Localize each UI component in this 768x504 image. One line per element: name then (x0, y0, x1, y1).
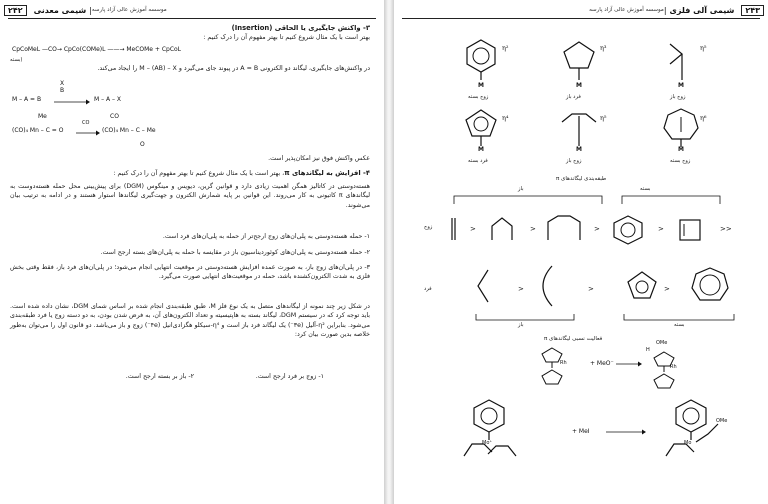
greater-than: > (588, 285, 594, 293)
row2-label: فرد (424, 286, 432, 292)
eq3-arrow-label: CO (82, 120, 90, 126)
row2-brackets (474, 312, 744, 326)
ligand-caption: زوج بسته (468, 94, 489, 100)
metal-label: M (678, 82, 684, 89)
eq3-co-top: CO (110, 113, 119, 120)
row1-label: زوج (424, 224, 433, 230)
header-separator: | (89, 5, 92, 15)
ligand-cyclopentadienyl-structure (554, 36, 604, 86)
rxn1-product-h: H (646, 347, 650, 353)
metal-label: M (576, 82, 582, 89)
rxn1-metal-a: Rh (560, 360, 567, 366)
section-4-heading: ۴- افزایش به لیگاندهای π (284, 169, 370, 177)
row2-molecules (474, 262, 744, 312)
running-title: شیمی آلی فلزی (669, 5, 735, 15)
ligand-caption: فرد بسته (468, 158, 488, 164)
rxn2-reactant-structure (454, 396, 524, 466)
rxn1-arrow (616, 360, 642, 368)
header-separator: | (663, 5, 667, 15)
right-page (394, 0, 768, 504)
greater-than: > (470, 225, 476, 233)
eta-label: η⁵ (600, 114, 607, 122)
row1-brackets (452, 190, 722, 206)
rxn2-metal-b: Mo (684, 440, 692, 446)
page-number: ۲۴۳ (741, 5, 764, 16)
ligand-caption: زوج بسته (670, 158, 691, 164)
rxn1-reactant-structure (532, 344, 572, 388)
eta-label: η⁶ (700, 114, 707, 122)
eq3-o: O (140, 141, 145, 148)
metal-label: M (576, 146, 582, 153)
eta-label: η² (502, 44, 509, 52)
greater-than: > (530, 225, 536, 233)
rxn2-reagent: + MeI (572, 428, 590, 435)
page-number: ۲۴۲ (4, 5, 27, 16)
eq3-me: Me (38, 113, 47, 120)
eq2-x: X (60, 80, 65, 87)
metal-label: M (478, 146, 484, 153)
ligand-caption: زوج باز (670, 94, 686, 100)
figure-caption: طبقه‌بندی لیگاندهای π (556, 176, 607, 182)
rule-3: ۳- در پلی‌ان‌های زوج باز، به صورت عمده افزایش هسته‌دوستی در موقعیت انتهایی انجام می‌شود؛ در پلی‌ان‌های فرد باز، فقط وقتی بخش فلزی به شدت الکترون‌کشنده باشد، حمله در موقعیت‌های انتهایی صورت می‌گیرد. (10, 264, 370, 281)
greater-than: > (658, 225, 664, 233)
much-greater-than: >> (720, 225, 732, 233)
eq2-left: M – A = B (12, 96, 42, 103)
section-3-text: در واکنش‌های جایگیری، لیگاند دو الکترونی A = B در پیوند جای می‌گیرد و M – (AB) – X را ایجاد می‌کند. (97, 65, 370, 72)
reactivity-caption: فعالیت نسبی لیگاندهای π (544, 336, 603, 342)
ligand-caption: زوج باز (566, 158, 582, 164)
greater-than: > (664, 285, 670, 293)
eq2-arrow (54, 98, 90, 106)
header-rule (402, 18, 760, 19)
eq2-b: B (60, 87, 65, 94)
summary-rule-a: ۱- زوج بر فرد ارجح است. (255, 373, 324, 380)
rxn1-metal-b: Rh (670, 364, 677, 370)
section-4-paragraph: هسته‌دوستی در کاتالیز همگن اهمیت زیادی دارد و قوانین گرین، دیویس و مینگوس (DGM) برای پیش‌بینی محل حمله هسته‌دوست به لیگاندهای π کاتیونی به کار می‌روند. این قوانین بر پایه شمارش الکترون و جهت‌گیری لیگاندها استوار هستند و در ادامه به ترتیب بیان می‌شوند. (10, 183, 371, 209)
equation-1: CpCoMeL —CO→ CpCo(COMe)L ——→ MeCOMe + CpCoL (12, 46, 182, 53)
running-title: شیمی معدنی (33, 5, 87, 15)
row2-bracket-open: باز (518, 322, 524, 328)
section-4-intro: بهتر است با یک مثال شروع کنیم تا بهتر مفهوم آن را درک کنیم : (113, 170, 281, 177)
figure-paragraph: در شکل زیر چند نمونه از لیگاندهای متصل به یک نوع فلز M، طبق طبقه‌بندی انجام شده بر اساس شمای DGM، نشان داده شده است. باید توجه کرد که در سیستم DGM، لیگاند بسته به هاپتیسیته و تعداد الکترون‌های آن، به فرض شدن بودن، به دو دسته زوج یا فرد طبقه‌بندی می‌شود. بنابراین η²-آلیل (۳e⁻) یک لیگاند فرد باز است و η⁴-سیکلو هگزادی‌انیل (۴e⁻) زوج و باز می‌باشد. دو قانون اول را می‌توان به‌طور خلاصه بدین صورت بیان کرد: (10, 303, 371, 339)
ligand-benzene-eta6-structure (456, 36, 506, 86)
left-header (0, 3, 384, 17)
row2-bracket-closed: بسته (674, 322, 685, 328)
equation-1-note: (بسته (10, 57, 23, 63)
rxn2-product-group: OMe (716, 418, 728, 424)
rxn1-product-structure (644, 348, 684, 392)
eq2-right: M – A – X (94, 96, 122, 103)
rule-2: ۲- حمله هسته‌دوستی به پلی‌ان‌های کوئوردیناسیون باز در مقایسه با حمله به پلی‌ان‌های بسته ارجح است. (100, 249, 370, 256)
metal-label: M (478, 82, 484, 89)
right-header (394, 3, 768, 17)
eta-label: η³ (600, 44, 607, 52)
rxn1-product-ome: OMe (656, 340, 668, 346)
ligand-caption: فرد باز (566, 94, 581, 100)
eq3-arrow (76, 129, 100, 137)
greater-than: > (518, 285, 524, 293)
summary-rule-b: ۲- باز بر بسته ارجح است. (125, 373, 194, 380)
eta-label: η⁵ (700, 44, 707, 52)
ligand-allyl-structure (656, 36, 706, 86)
metal-label: M (678, 146, 684, 153)
rxn1-reagent: + MeO⁻ (590, 360, 614, 367)
section-3-heading: ۳- واکنش جایگیری یا الحاقی (Insertion) (231, 24, 370, 32)
header-rule (8, 18, 376, 19)
rule-1: ۱- حمله هسته‌دوستی به پلی‌ان‌های زوج ارجح‌تر از حمله به پلی‌ان‌های فرد است. (162, 233, 370, 240)
section-3-intro: بهتر است با یک مثال شروع کنیم تا بهتر مفهوم آن را درک کنیم : (203, 34, 370, 41)
rxn2-product-structure (656, 396, 736, 466)
eta-label: η⁴ (502, 114, 509, 122)
rxn2-arrow (606, 428, 646, 436)
greater-than: > (594, 225, 600, 233)
eq3-right: (CO)₄ Mn – C – Me (102, 127, 156, 134)
institute-name: موسسه آموزش عالی آزاد پارسه (91, 7, 167, 13)
reverse-note: عکس واکنش فوق نیز امکان‌پذیر است. (268, 155, 370, 162)
eq3-left: (CO)₄ Mn – C = O (12, 127, 64, 134)
institute-name: موسسه آموزش عالی آزاد پارسه (589, 7, 664, 13)
row1-bracket-open: باز (518, 186, 524, 192)
book-gutter (384, 0, 394, 504)
rxn2-metal-a: Mo⁺ (482, 440, 493, 446)
row1-bracket-closed: بسته (640, 186, 651, 192)
section-4-heading-line: ۴- افزایش به لیگاندهای π، بهتر است با یک مثال شروع کنیم تا بهتر مفهوم آن را درک کنیم : (113, 169, 370, 177)
